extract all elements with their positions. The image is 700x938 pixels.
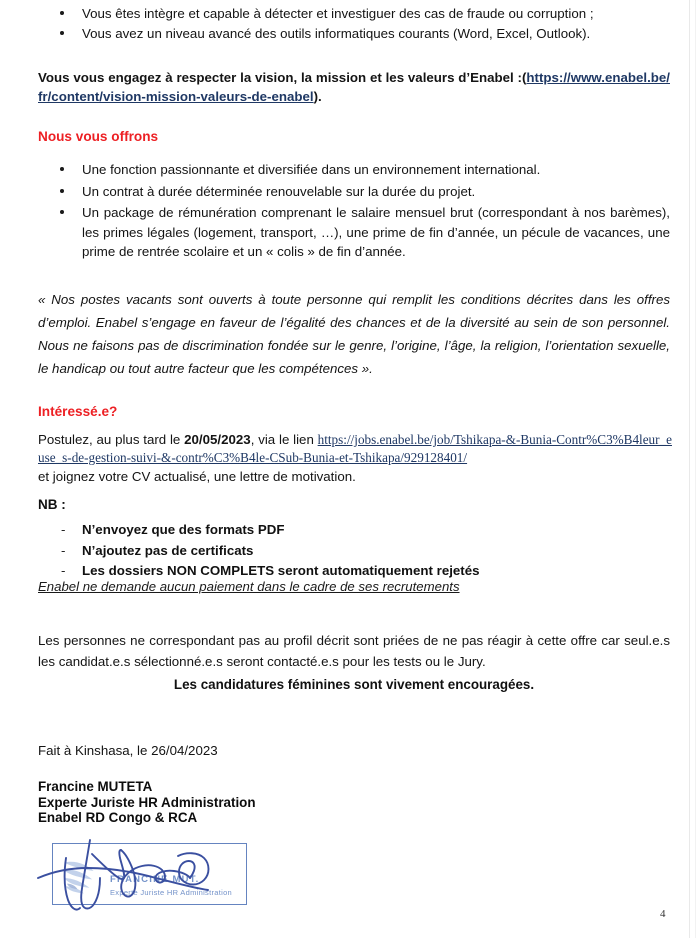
paren-close: ). (313, 89, 322, 104)
requirements-list (0, 4, 700, 43)
list-item (0, 203, 700, 262)
equality-statement-section (38, 288, 670, 380)
signatory-organisation: Enabel RD Congo & RCA (38, 810, 198, 825)
page-number-wrap (660, 908, 666, 920)
offer-heading: Nous vous offrons (38, 129, 159, 144)
apply-lead-text: Postulez, au plus tard le (38, 432, 185, 447)
stamp-wrap (30, 838, 280, 916)
apply-middle-text: , via le lien (250, 432, 318, 447)
offer-text: Un package de rémunération comprenant le salaire mensuel brut (correspondant à nos barèmes), les primes légales (logement, transport, …), une prime de fin d’année, un pécule de vacances, une prime de rentrée scolaire et un « colis » de fin d’année. (82, 205, 670, 259)
signature-stamp-area (30, 838, 280, 916)
dash-icon: - (61, 563, 66, 578)
list-item (0, 541, 700, 562)
stamp-name-text: FRANCINE MUT. (110, 874, 200, 885)
female-encouragement: Les candidatures féminines sont vivement encouragées. (173, 677, 535, 692)
vision-mission-values-link[interactable]: https://www.enabel.be/fr/content/vision-mission-valeurs-de-enabel (38, 70, 670, 104)
no-payment-notice: Enabel ne demande aucun paiement dans le cadre de ses recrutements (38, 579, 460, 594)
no-payment-notice-wrap (38, 579, 538, 594)
engagement-paragraph (38, 68, 670, 106)
paren-open: ( (521, 70, 527, 85)
signatory-name: Francine MUTETA (38, 779, 153, 794)
nb-list (0, 520, 700, 582)
page-number: 4 (660, 908, 666, 920)
requirement-text: Vous êtes intègre et capable à détecter et investiguer des cas de fraude ou corruption ; (82, 6, 594, 21)
closing-section (38, 630, 670, 672)
nb-list-section (0, 520, 700, 582)
apply-section (38, 431, 672, 486)
apply-paragraph (38, 431, 672, 467)
dash-icon: - (61, 522, 66, 537)
list-item (0, 160, 700, 180)
interested-heading-wrap (38, 403, 117, 421)
nb-item-text: N’ajoutez pas de certificats (82, 542, 254, 558)
stamp-role-text: Experte Juriste HR Administration (110, 888, 233, 897)
bullet-icon (60, 189, 64, 193)
engagement-section (38, 68, 670, 106)
offer-list-section (0, 160, 700, 262)
apply-attachments-text: et joignez votre CV actualisé, une lettre de motivation. (38, 469, 356, 484)
engagement-lead-text: Vous vous engagez à respecter la vision, la mission et les valeurs d’Enabel : (38, 70, 522, 85)
signatory-role: Experte Juriste HR Administration (38, 794, 256, 810)
list-item (0, 4, 700, 24)
list-item (0, 182, 700, 202)
handwritten-signature (30, 838, 280, 916)
scan-edge-artifact (689, 0, 690, 938)
offer-list (0, 160, 700, 262)
nb-label: NB : (38, 497, 66, 512)
place-date-wrap (38, 743, 218, 758)
nb-label-wrap (38, 497, 66, 512)
bullet-icon (60, 11, 64, 15)
bullet-icon (60, 210, 64, 214)
requirements-list-section (0, 4, 700, 43)
bullet-icon (60, 167, 64, 171)
interested-heading: Intéressé.e? (38, 404, 118, 419)
offer-text: Un contrat à durée déterminée renouvelable sur la durée du projet. (82, 183, 476, 199)
application-deadline: 20/05/2023 (184, 432, 251, 447)
list-item (0, 24, 700, 44)
requirement-text: Vous avez un niveau avancé des outils informatiques courants (Word, Excel, Outlook). (82, 25, 591, 41)
scan-edge-artifact-secondary (695, 0, 696, 938)
closing-paragraph: Les personnes ne correspondant pas au profil décrit sont priées de ne pas réagir à cette offre car seul.e.s les candidat.e.s sélectionné.e.s seront contacté.e.s pour les tests ou le Jury. (38, 633, 670, 669)
nb-item-text: Les dossiers NON COMPLETS seront automatiquement rejetés (82, 563, 480, 578)
offer-heading-wrap (38, 128, 158, 146)
place-and-date: Fait à Kinshasa, le 26/04/2023 (38, 743, 218, 758)
signatory-block (38, 779, 256, 826)
dash-icon: - (61, 542, 66, 558)
bullet-icon (60, 31, 64, 35)
nb-item-text: N’envoyez que des formats PDF (82, 522, 285, 537)
equality-statement: « Nos postes vacants sont ouverts à toute personne qui remplit les conditions décrites dans les offres d’emploi. Enabel s’engage en faveur de l’égalité des chances et de la diversité au sein de son personnel. Nous ne faisons pas de discrimination fondée sur le genre, l’origine, l’âge, la religion, l’orientation sexuelle, le handicap ou tout autre facteur que les compétences ». (38, 292, 670, 376)
list-item (0, 520, 700, 541)
offer-text: Une fonction passionnante et diversifiée dans un environnement international. (82, 162, 541, 177)
job-application-link[interactable]: https://jobs.enabel.be/job/Tshikapa-&-Bunia-Contr%C3%B4leur_euse_s-de-gestion-suivi-&-contr%C3%B4le-CSub-Bunia-et-Tshikapa/929128401/ (38, 432, 672, 465)
female-encouragement-wrap (38, 677, 670, 692)
